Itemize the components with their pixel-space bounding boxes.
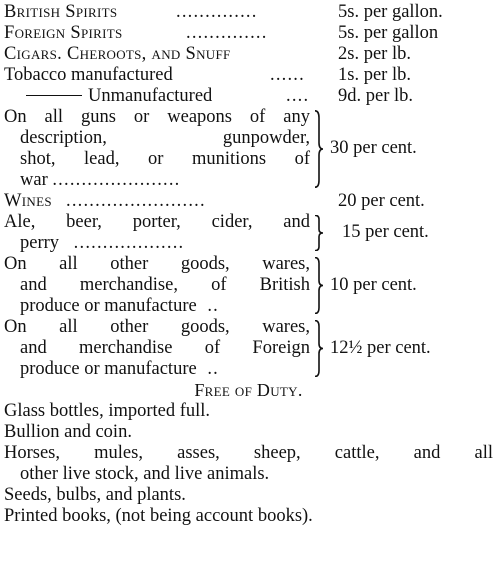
duty-item-line: produce or manufacture (20, 359, 197, 379)
duty-item-line: On all other goods, wares, (4, 254, 310, 274)
duty-item-line: war (20, 170, 48, 190)
dot-leader: .. (207, 359, 219, 379)
ditto-dash (26, 95, 82, 96)
dot-leader: .... (286, 86, 310, 106)
duty-row-tobacco (4, 65, 493, 86)
dot-leader: .. (207, 296, 219, 316)
free-item: Printed books, (not being account books). (4, 506, 313, 526)
duty-item-line: On all guns or weapons of any (4, 107, 310, 127)
duty-rate: 2s. per lb. (338, 44, 411, 64)
duty-row-british-spirits (4, 2, 493, 23)
free-item: Bullion and coin. (4, 422, 132, 442)
free-item: other live stock, and live animals. (20, 464, 270, 484)
duty-row-british-goods (4, 254, 493, 317)
dot-leader: ...................... (52, 170, 181, 190)
duty-item-label: British Spirits (4, 2, 118, 22)
duty-row-ale (4, 212, 493, 254)
duty-item-line: and merchandise of Foreign (20, 338, 310, 358)
duty-item-line: produce or manufacture (20, 296, 197, 316)
dot-leader: ........................ (66, 191, 206, 211)
tariff-table (4, 2, 493, 527)
duty-rate: 15 per cent. (342, 222, 429, 242)
dot-leader: ................... (73, 233, 185, 253)
duty-rate: 1s. per lb. (338, 65, 411, 85)
duty-item-line: Ale, beer, porter, cider, and (4, 212, 310, 232)
duty-item-line: shot, lead, or munitions of (20, 149, 310, 169)
duty-rate: 9d. per lb. (338, 86, 414, 106)
duty-rate: 10 per cent. (330, 275, 417, 295)
duty-row-foreign-spirits (4, 23, 493, 44)
duty-row-wines (4, 191, 493, 212)
free-item: Seeds, bulbs, and plants. (4, 485, 186, 505)
duty-row-unmanufactured (4, 86, 493, 107)
duty-item-line: perry (20, 233, 60, 253)
duty-item-line: and merchandise, of British (20, 275, 310, 295)
duty-rate: 5s. per gallon (338, 23, 439, 43)
duty-rate: 20 per cent. (338, 191, 425, 211)
duty-item-label: Tobacco manufactured (4, 65, 173, 85)
duty-item-label: Foreign Spirits (4, 23, 123, 43)
duty-item-label: Unmanufactured (88, 86, 213, 106)
duty-row-cigars (4, 44, 493, 65)
free-item: Glass bottles, imported full. (4, 401, 211, 421)
dot-leader: .............. (176, 2, 258, 22)
duty-item-line: On all other goods, wares, (4, 317, 310, 337)
duty-item-line: description, gunpowder, (20, 128, 310, 148)
duty-row-foreign-goods (4, 317, 493, 380)
free-item: Horses, mules, asses, sheep, cattle, and all (4, 443, 493, 463)
duty-rate: 5s. per gallon. (338, 2, 443, 22)
duty-rate: 30 per cent. (330, 138, 417, 158)
duty-rate: 12½ per cent. (330, 338, 431, 358)
brace (314, 215, 324, 251)
duty-item-label: Cigars. Cheroots, and Snuff (4, 44, 231, 64)
brace (314, 110, 324, 188)
brace (314, 257, 324, 314)
duty-row-guns (4, 107, 493, 191)
brace (314, 320, 324, 377)
duty-item-label: Wines (4, 191, 52, 211)
dot-leader: ...... (270, 65, 305, 85)
free-of-duty-heading: Free of Duty. (194, 380, 303, 400)
dot-leader: .............. (186, 23, 268, 43)
